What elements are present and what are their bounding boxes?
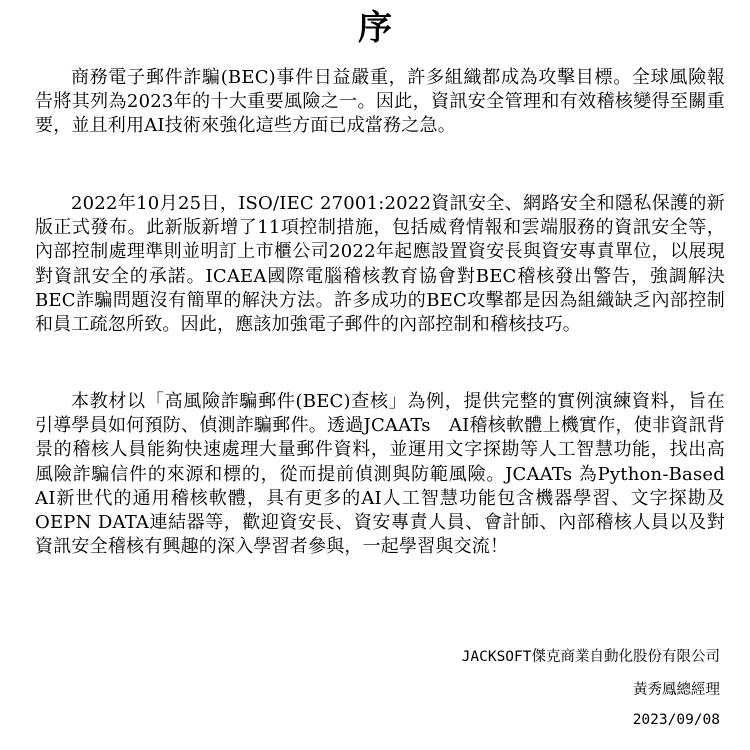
signature-person: 黃秀鳳總經理	[633, 682, 720, 698]
signature-date: 2023/09/08	[632, 712, 720, 728]
preface-paragraph-3: 本教材以「高風險詐騙郵件(BEC)查核」為例，提供完整的實例演練資料，旨在引導學員如何預防、偵測詐騙郵件。透過JCAATs AI稽核軟體上機實作，使非資訊背景的稽核人員能夠快速處理大量郵件資料，並運用文字探勘等人工智慧功能，找出高風險詐騙信件的來源和標的，從而提前偵測與防範風險。JCAATs 為Python-Based AI新世代的通用稽核軟體，具有更多的AI人工智慧功能包含機器學習、文字探勘及OEPN DATA連結器等，歡迎資安長、資安專責人員、會計師、內部稽核人員以及對資訊安全稽核有興趣的深入學習者參與，一起學習與交流！	[35, 391, 725, 558]
signature-company: JACKSOFT傑克商業自動化股份有限公司	[461, 649, 720, 665]
page-title: 序	[358, 8, 392, 48]
preface-paragraph-1: 商務電子郵件詐騙(BEC)事件日益嚴重，許多組織都成為攻擊目標。全球風險報告將其列為2023年的十大重要風險之一。因此，資訊安全管理和有效稽核變得至關重要，並且利用AI技術來強化這些方面已成當務之急。	[35, 67, 725, 137]
preface-paragraph-2: 2022年10月25日，ISO/IEC 27001:2022資訊安全、網路安全和隱私保護的新版正式發布。此新版新增了11項控制措施，包括威脅情報和雲端服務的資訊安全等，內部控制處理準則並明訂上市櫃公司2022年起應設置資安長與資安專責單位，以展現對資訊安全的承諾。ICAEA國際電腦稽核教育協會對BEC稽核發出警告，強調解決BEC詐騙問題沒有簡單的解決方法。許多成功的BEC攻擊都是因為組織缺乏內部控制和員工疏忽所致。因此，應該加強電子郵件的內部控制和稽核技巧。	[35, 193, 725, 336]
